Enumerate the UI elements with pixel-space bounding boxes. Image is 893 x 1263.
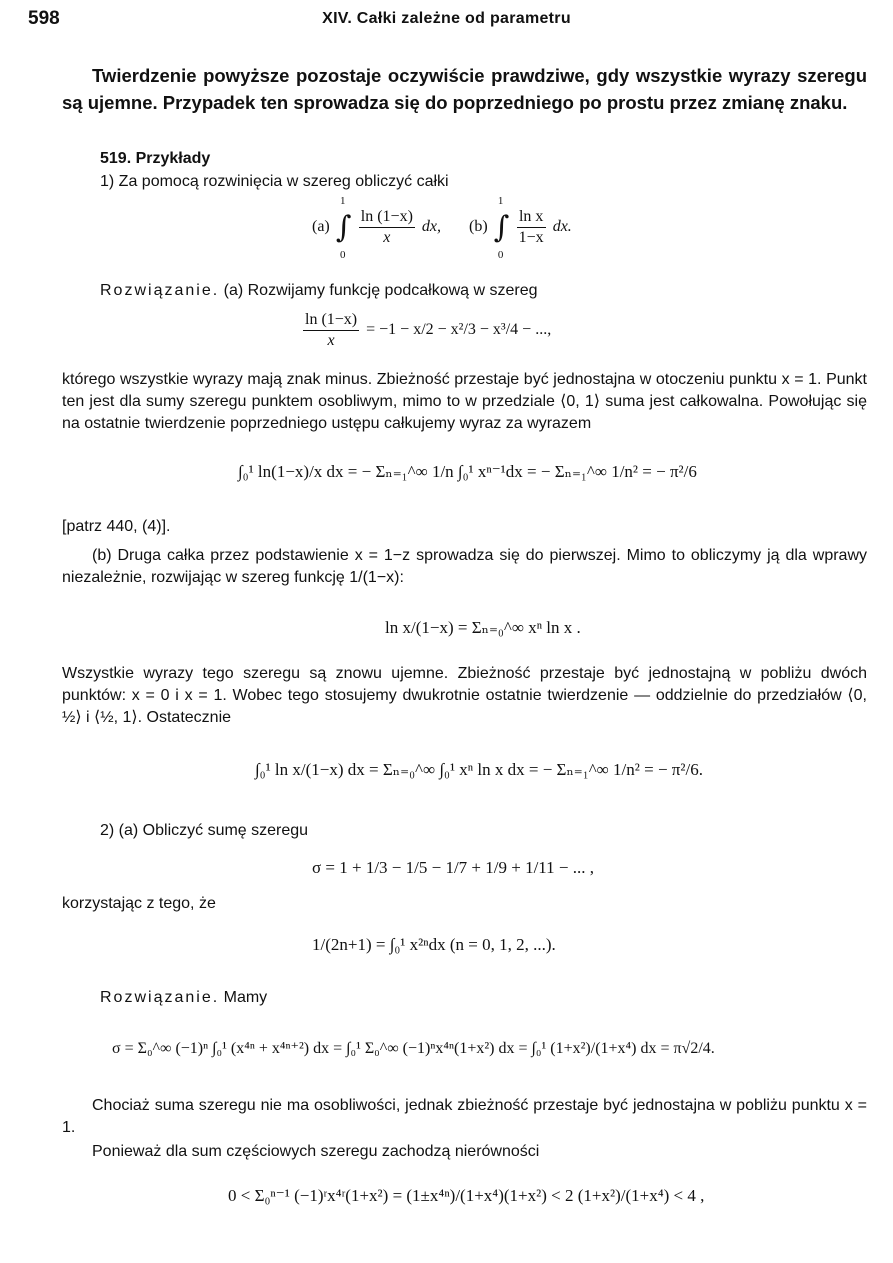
problem-1: 1) Za pomocą rozwinięcia w szereg obliczyć całki	[100, 173, 449, 190]
numerator: ln x	[517, 207, 546, 228]
equation-6: σ = 1 + 1/3 − 1/5 − 1/7 + 1/9 + 1/11 − ... ,	[312, 858, 595, 877]
fraction	[517, 207, 546, 248]
solution-text: Mamy	[223, 989, 268, 1006]
integral-sign: 1 ∫ 0	[493, 194, 510, 261]
intro-paragraph: Twierdzenie powyższe pozostaje oczywiście prawdziwe, gdy wszystkie wyrazy szeregu są ujemne. Przypadek ten sprowadza się do poprzedniego po prostu przez zmianę znaku.	[62, 65, 867, 113]
solution-label: Rozwiązanie.	[100, 989, 220, 1006]
solution-label: Rozwiązanie.	[100, 282, 220, 299]
page-header	[22, 6, 871, 36]
paragraph-a2: którego wszystkie wyrazy mają znak minus. Zbieżność przestaje być jednostajna w otoczeniu punktu x = 1. Punkt ten jest dla sumy szeregu punktem osobliwym, mimo to w przedziale ⟨0, 1⟩ suma jest całkowalna. Powołując się na ostatnie twierdzenie poprzedniego ustępu całkujemy wyraz za wyrazem	[62, 371, 867, 432]
equation-9: 0 < Σ₀ⁿ⁻¹ (−1)ʳx⁴ʳ(1+x²) = (1±x⁴ⁿ)/(1+x⁴)(1+x²) < 2 (1+x²)/(1+x⁴) < 4 ,	[228, 1186, 705, 1205]
paragraph-b2: Wszystkie wyrazy tego szeregu są znowu ujemne. Zbieżność przestaje być jednostajną w pobliżu dwóch punktów: x = 0 i x = 1. Wobec tego stosujemy dwukrotnie ostatnie twierdzenie — oddzielnie do przedziałów ⟨0, ½⟩ i ⟨½, 1⟩. Ostatecznie	[62, 665, 867, 726]
paragraph-c: Chociaż suma szeregu nie ma osobliwości, jednak zbieżność przestaje być jednostajna w pobliżu punktu x = 1.	[62, 1097, 867, 1136]
using-text: korzystając z tego, że	[62, 895, 216, 912]
equation-8: σ = Σ₀^∞ (−1)ⁿ ∫₀¹ (x⁴ⁿ + x⁴ⁿ⁺²) dx = ∫₀¹ Σ₀^∞ (−1)ⁿx⁴ⁿ(1+x²) dx = ∫₀¹ (1+x²)/(1+x⁴) dx = π√2/4.	[112, 1040, 715, 1057]
equation-1	[312, 194, 572, 261]
differential: dx.	[552, 218, 572, 236]
denominator: x	[383, 229, 391, 246]
page-number: 598	[28, 8, 60, 29]
denominator: x	[327, 332, 335, 349]
series-expansion: = −1 − x/2 − x²/3 − x³/4 − ...,	[366, 321, 552, 339]
equation-5: ∫₀¹ ln x/(1−x) dx = Σₙ₌₀^∞ ∫₀¹ xⁿ ln x dx = − Σₙ₌₁^∞ 1/n² = − π²/6.	[255, 760, 703, 779]
equation-2	[300, 310, 551, 351]
solution-2	[100, 987, 860, 1009]
running-head: XIV. Całki zależne od parametru	[322, 10, 571, 27]
label-a: (a)	[312, 218, 330, 236]
paragraph-d: Ponieważ dla sum częściowych szeregu zachodzą nierówności	[92, 1143, 540, 1160]
equation-3: ∫₀¹ ln(1−x)/x dx = − Σₙ₌₁^∞ 1/n ∫₀¹ xⁿ⁻¹dx = − Σₙ₌₁^∞ 1/n² = − π²/6	[238, 462, 697, 481]
fraction	[303, 310, 359, 351]
numerator: ln (1−x)	[359, 207, 415, 228]
denominator: 1−x	[518, 229, 544, 246]
section-number: 519.	[100, 150, 132, 167]
numerator: ln (1−x)	[303, 310, 359, 331]
fraction	[359, 207, 415, 248]
section-title: Przykłady	[135, 150, 211, 167]
equation-4: ln x/(1−x) = Σₙ₌₀^∞ xⁿ ln x .	[385, 618, 581, 637]
reference: [patrz 440, (4)].	[62, 518, 171, 535]
solution-text: (a) Rozwijamy funkcję podcałkową w szereg	[223, 282, 538, 299]
integral-sign: 1 ∫ 0	[335, 194, 352, 261]
problem-2: 2) (a) Obliczyć sumę szeregu	[100, 822, 309, 839]
differential: dx,	[421, 218, 441, 236]
section-heading	[62, 148, 867, 170]
paragraph-b: (b) Druga całka przez podstawienie x = 1−z sprowadza się do pierwszej. Mimo to obliczymy ją dla wprawy niezależnie, rozwijając w szereg funkcję 1/(1−x):	[62, 547, 867, 586]
label-b: (b)	[469, 218, 488, 236]
equation-7: 1/(2n+1) = ∫₀¹ x²ⁿdx (n = 0, 1, 2, ...).	[312, 935, 556, 954]
solution-a	[100, 280, 860, 302]
